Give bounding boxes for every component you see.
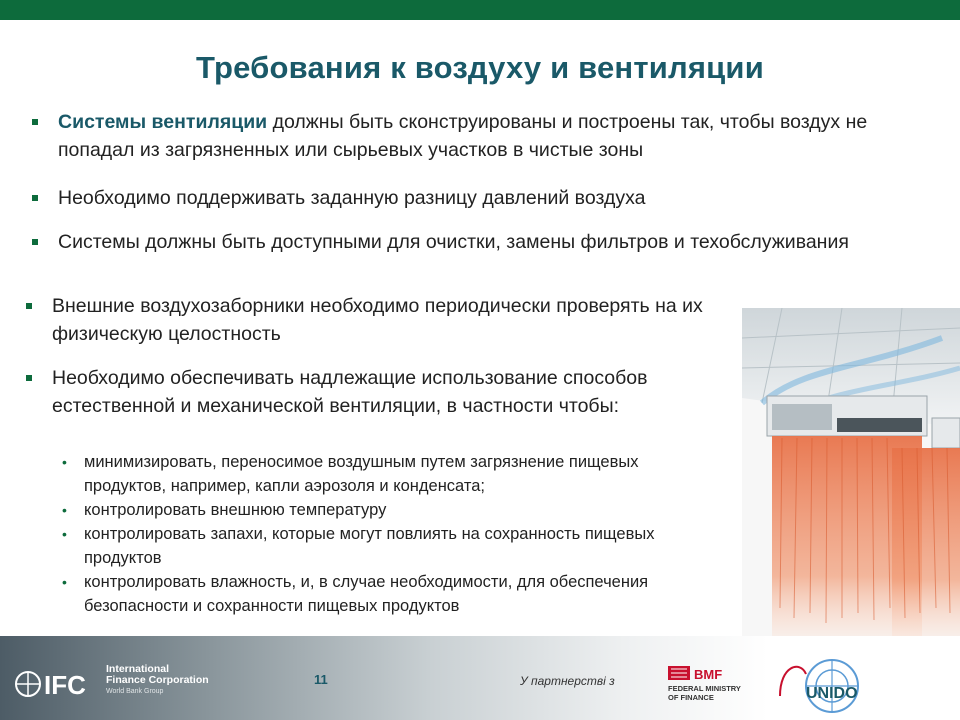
sub-bullet-list <box>56 450 716 618</box>
square-bullet-icon <box>32 239 38 245</box>
dot-bullet-icon: • <box>62 526 67 542</box>
bullet-text: Необходимо обеспечивать надлежащие использование способов естественной и механической вентиляции, в частности чтобы: <box>52 367 648 417</box>
footer-bar <box>0 636 960 720</box>
ifc-logo <box>14 666 104 702</box>
ifc-name <box>106 664 209 697</box>
bullet-item-1 <box>30 108 938 164</box>
dot-bullet-icon: • <box>62 574 67 590</box>
dot-bullet-icon: • <box>62 454 67 470</box>
slide-title: Требования к воздуху и вентиляции <box>196 50 764 85</box>
sub-bullet-item-2 <box>56 498 716 522</box>
unido-logo-text: UNIDO <box>806 685 858 702</box>
dot-bullet-icon: • <box>62 502 67 518</box>
sub-bullet-item-1 <box>56 450 716 498</box>
bmf-logo <box>668 664 768 704</box>
bmf-line1: FEDERAL MINISTRY <box>668 684 741 693</box>
page-number: 11 <box>314 672 328 687</box>
unido-logo <box>770 656 920 716</box>
partner-text: У партнерстві з <box>520 674 615 688</box>
bullet-text: Системы должны быть доступными для очистки, замены фильтров и техобслуживания <box>58 231 849 253</box>
top-bar <box>0 0 960 20</box>
square-bullet-icon <box>32 195 38 201</box>
sub-bullet-item-3 <box>56 522 716 570</box>
ifc-name-line1: International <box>106 663 170 675</box>
bullet-item-5 <box>24 364 752 420</box>
square-bullet-icon <box>26 375 32 381</box>
sub-bullet-text: контролировать внешнюю температуру <box>84 501 387 519</box>
bullet-item-4 <box>24 292 752 348</box>
sub-bullet-text: контролировать запахи, которые могут повлиять на сохранность пищевых продуктов <box>84 525 655 567</box>
bmf-line2: OF FINANCE <box>668 693 714 702</box>
bullet-text: Внешние воздухозаборники необходимо периодически проверять на их физическую целостность <box>52 295 703 345</box>
square-bullet-icon <box>26 303 32 309</box>
ifc-logo-text: IFC <box>44 670 86 700</box>
bullet-text: Необходимо поддерживать заданную разницу давлений воздуха <box>58 187 646 209</box>
bullet-highlight: Системы вентиляции <box>58 111 268 133</box>
sub-bullet-item-4 <box>56 570 716 618</box>
bullet-item-3 <box>30 228 938 256</box>
square-bullet-icon <box>32 119 38 125</box>
ifc-name-line2: Finance Corporation <box>106 674 209 686</box>
air-curtain-illustration <box>742 308 960 636</box>
sub-bullet-text: контролировать влажность, и, в случае необходимости, для обеспечения безопасности и сохранности пищевых продуктов <box>84 573 649 615</box>
bullet-text: должны быть сконструированы и построены так, чтобы воздух не попадал из загрязненных или сырьевых участков в чистые зоны <box>58 111 868 161</box>
bullet-item-2 <box>30 184 938 212</box>
bmf-logo-text: BMF <box>694 667 723 682</box>
sub-bullet-text: минимизировать, переносимое воздушным путем загрязнение пищевых продуктов, например, капли аэрозоля и конденсата; <box>84 453 639 495</box>
ifc-small-text: World Bank Group <box>106 688 164 695</box>
